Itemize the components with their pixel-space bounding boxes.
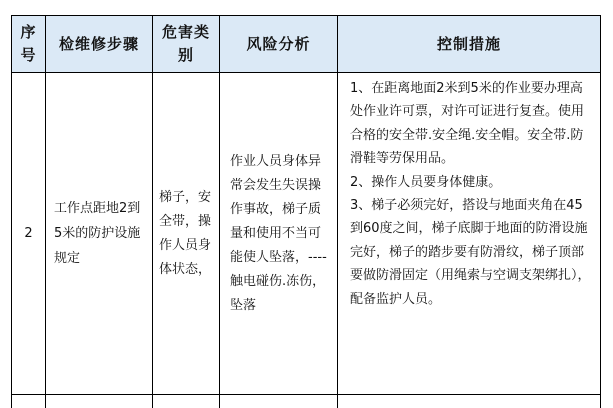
table-row <box>12 73 601 395</box>
control-item-1: 1、在距离地面2米到5米的作业要办理高处作业许可票，对许可证进行复查。使用合格的安全带.安全绳.安全帽。安全带.防滑鞋等劳保用品。 <box>350 81 585 167</box>
control-item-2: 2、操作人员要身体健康。 <box>350 174 502 190</box>
header-cell-no <box>12 16 46 73</box>
next-row-cell <box>12 395 46 408</box>
row-step: 工作点距地2到5米的防护设施规定 <box>46 73 153 395</box>
row-control <box>338 73 601 395</box>
header-cell-hazard <box>153 16 220 73</box>
header-step: 检维修步骤 <box>58 34 139 53</box>
row-no: 2 <box>12 73 46 395</box>
header-cell-control <box>338 16 601 73</box>
risk-control-table <box>11 15 601 408</box>
next-row-cell <box>46 395 153 408</box>
next-row-cell <box>220 395 338 408</box>
header-control: 控制措施 <box>436 34 501 53</box>
header-cell-step <box>46 16 153 73</box>
next-row-cell <box>153 395 220 408</box>
next-row-cell <box>338 395 601 408</box>
row-hazard: 梯子，安全带，操作人员身体状态， <box>153 73 220 395</box>
table-header-row <box>12 16 601 73</box>
header-risk: 风险分析 <box>246 34 311 53</box>
control-item-3: 3、梯子必须完好，搭设与地面夹角在45到60度之间，梯子底脚于地面的防滑设施完好，梯子的踏步要有防滑纹，梯子顶部要做防滑固定（用绳索与空调支架绑扎），配备监护人员。 <box>350 198 591 307</box>
header-hazard: 危害类别 <box>161 23 210 64</box>
row-risk: 作业人员身体异常会发生失误操作事故，梯子质量和使用不当可能使人坠落，----触电碰伤.冻伤，坠落 <box>220 73 338 395</box>
table-row-next-partial <box>12 395 601 408</box>
header-cell-risk <box>220 16 338 73</box>
header-no: 序号 <box>20 23 37 64</box>
